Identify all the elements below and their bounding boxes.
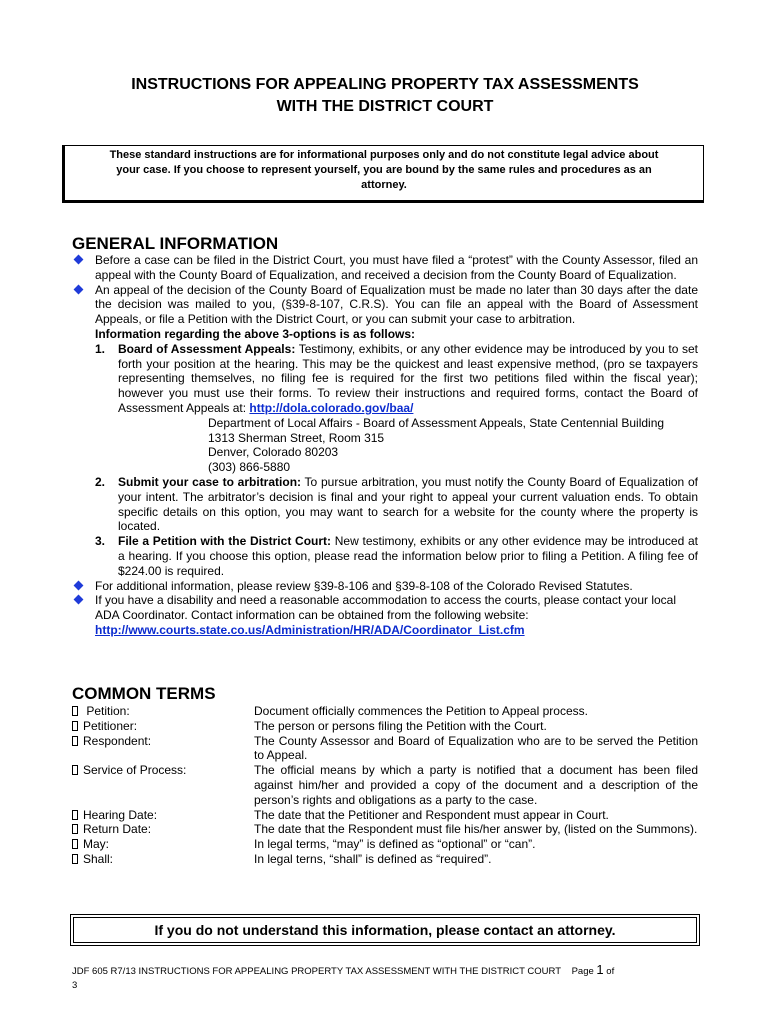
- document-title: [0, 74, 770, 118]
- address-line: (303) 866-5880: [208, 460, 291, 475]
- term-label: Return Date:: [83, 822, 152, 837]
- checkbox-glyph-icon: [72, 736, 78, 746]
- option-item: [72, 534, 698, 578]
- term-definition: The person or persons filing the Petition with the Court.: [254, 718, 547, 733]
- term-label: Service of Process:: [83, 763, 187, 778]
- term-name: [72, 808, 254, 823]
- term-definition: The County Assessor and Board of Equalization who are to be served the Petition to Appeal.: [254, 733, 698, 763]
- baa-address: [72, 416, 698, 475]
- bullet-text: For additional information, please review §39-8-106 and §39-8-108 of the Colorado Revised Statutes.: [95, 578, 633, 593]
- term-definition: The date that the Respondent must file his/her answer by, (listed on the Summons).: [254, 822, 698, 837]
- diamond-bullet-icon: [74, 595, 84, 605]
- page-footer: [72, 963, 672, 993]
- options-intro: Information regarding the above 3-options is as follows:: [95, 326, 416, 341]
- page-label: Page: [571, 966, 594, 977]
- diamond-bullet-icon: [74, 580, 84, 590]
- term-label: Respondent:: [83, 733, 152, 748]
- checkbox-glyph-icon: [72, 721, 78, 731]
- disclaimer-line: your case. If you choose to represent yourself, you are bound by the same rules and procedures as an: [116, 164, 652, 176]
- term-row: [72, 704, 698, 719]
- list-item: [72, 593, 698, 637]
- term-name: [72, 763, 254, 807]
- list-item: [72, 283, 698, 342]
- term-row: [72, 808, 698, 823]
- list-item: [72, 253, 698, 283]
- term-definition: The official means by which a party is notified that a document has been filed against him/her and provided a copy of the document and a description of the person’s rights and obligations as a party to the case.: [254, 763, 698, 807]
- page-number: 1: [596, 962, 604, 977]
- ada-coordinator-link[interactable]: http://www.courts.state.co.us/Administration/HR/ADA/Coordinator_List.cfm: [95, 622, 525, 637]
- term-row: [72, 837, 698, 852]
- general-information-section: [72, 253, 698, 638]
- option-number: 2.: [95, 474, 106, 489]
- term-name: [72, 704, 254, 719]
- bullet-text: An appeal of the decision of the County Board of Equalization must be made no later than 30 days after the date the decision was mailed to you, (§39-8-107, C.R.S). You can file an appeal with the Board of Assessment Appeals, or file a Petition with the District Court, or you can submit your case to arbitration.: [95, 282, 698, 327]
- term-label: Shall:: [83, 851, 114, 866]
- term-label: May:: [83, 837, 110, 852]
- common-terms-list: [72, 704, 698, 867]
- title-line-2: WITH THE DISTRICT COURT: [276, 98, 494, 115]
- general-information-heading: GENERAL INFORMATION: [72, 234, 279, 253]
- option-text: To pursue arbitration, you must notify the County Board of Equalization of your intent. The arbitrator’s decision is final and your right to appeal your current valuation ends. To obtain specific details on this option, you may want to search for a website for the county where the property is located.: [118, 474, 698, 534]
- bullet-text: Before a case can be filed in the District Court, you must have filed a “protest” with the County Assessor, filed an appeal with the County Board of Equalization, and received a decision from the County Board of Equalization.: [95, 253, 698, 282]
- page-of-label: of: [606, 966, 615, 977]
- page-total: 3: [72, 980, 78, 991]
- term-definition: In legal terms, “may” is defined as “optional” or “can”.: [254, 837, 536, 852]
- address-line: Department of Local Affairs - Board of Assessment Appeals, State Centennial Building: [208, 415, 665, 430]
- list-item: [72, 579, 698, 594]
- option-title: File a Petition with the District Court:: [118, 534, 332, 549]
- disclaimer-line: attorney.: [361, 179, 407, 191]
- term-row: [72, 763, 698, 807]
- term-row: [72, 822, 698, 837]
- term-row: [72, 852, 698, 867]
- address-line: 1313 Sherman Street, Room 315: [208, 430, 385, 445]
- option-title: Submit your case to arbitration:: [118, 474, 302, 489]
- contact-attorney-notice: If you do not understand this information, please contact an attorney.: [73, 917, 697, 943]
- checkbox-glyph-icon: [72, 854, 78, 864]
- term-definition: Document officially commences the Petition to Appeal process.: [254, 704, 588, 718]
- bullet-text: If you have a disability and need a reasonable accommodation to access the courts, please contact your local ADA Coordinator. Contact information can be obtained from the following website:: [95, 593, 677, 623]
- checkbox-glyph-icon: [72, 706, 78, 716]
- term-name: [72, 719, 254, 734]
- diamond-bullet-icon: [74, 284, 84, 294]
- address-line: Denver, Colorado 80203: [208, 445, 339, 460]
- option-number: 1.: [95, 341, 106, 356]
- common-terms-heading: COMMON TERMS: [72, 684, 216, 703]
- term-label: Hearing Date:: [83, 807, 158, 822]
- term-name: [72, 734, 254, 764]
- checkbox-glyph-icon: [72, 824, 78, 834]
- diamond-bullet-icon: [74, 255, 84, 265]
- term-name: [72, 837, 254, 852]
- option-title: Board of Assessment Appeals:: [118, 341, 296, 356]
- contact-attorney-box: [70, 914, 700, 946]
- option-item: [72, 342, 698, 416]
- term-row: [72, 734, 698, 764]
- title-line-1: INSTRUCTIONS FOR APPEALING PROPERTY TAX ASSESSMENTS: [131, 76, 639, 93]
- term-definition: In legal terns, “shall” is defined as “required”.: [254, 851, 492, 866]
- disclaimer-line: These standard instructions are for informational purposes only and do not constitute legal advice about: [109, 149, 659, 161]
- term-name: [72, 852, 254, 867]
- term-label: Petition:: [83, 704, 130, 718]
- footer-form-id: JDF 605 R7/13 INSTRUCTIONS FOR APPEALING PROPERTY TAX ASSESSMENT WITH THE DISTRICT COURT: [72, 966, 562, 977]
- term-label: Petitioner:: [83, 718, 138, 733]
- term-row: [72, 719, 698, 734]
- option-number: 3.: [95, 534, 106, 549]
- checkbox-glyph-icon: [72, 810, 78, 820]
- option-text: New testimony, exhibits or any other evidence may be introduced at a hearing. If you choose this option, please read the information below prior to filing a Petition. A filing fee of $224.00 is required.: [118, 534, 698, 578]
- option-item: [72, 475, 698, 534]
- checkbox-glyph-icon: [72, 839, 78, 849]
- disclaimer-box: [62, 145, 704, 203]
- baa-website-link[interactable]: http://dola.colorado.gov/baa/: [249, 400, 414, 415]
- checkbox-glyph-icon: [72, 765, 78, 775]
- option-text: Testimony, exhibits, or any other evidence may be introduced by you to set forth your position at the hearing. This may be the quickest and least expensive method, (pro se taxpayers representing themselves, no filing fee is required for the first two petitions filed within the fiscal year); however you must use their forms. To review their instructions and required forms, contact the Board of Assessment Appeals at:: [118, 341, 699, 415]
- term-name: [72, 822, 254, 837]
- term-definition: The date that the Petitioner and Respondent must appear in Court.: [254, 807, 609, 822]
